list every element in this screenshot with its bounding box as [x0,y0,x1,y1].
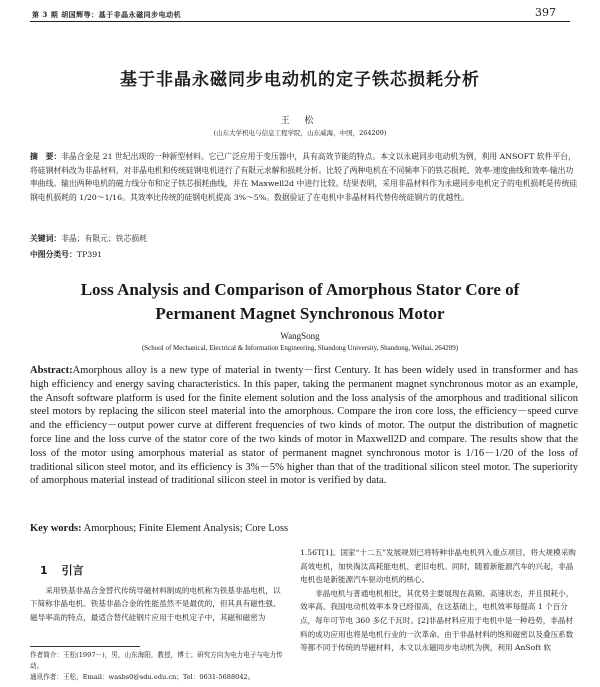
english-abstract [30,364,578,488]
chinese-keywords [30,233,578,244]
footnote-contact: 通讯作者：王松，Email：wasbs0@sdu.edu.cn；Tel：0631-5688042。 [30,673,255,681]
chinese-keywords-label: 关键词： [30,234,62,243]
section-number: 1 [40,564,48,577]
english-author: WangSong [280,331,320,341]
english-title [0,278,600,326]
body-left-column [30,558,288,624]
body-paragraph: 采用铁基非晶合金替代传统导磁材料制成的电机称为铁基非晶电机，以下简称非晶电机。铁基非晶合金的性能虽然不是最优的，但其具有磁性强、磁导率高的特点，最适合替代硅钢片应用于电机定子中，其磁和磁密为 [30,585,281,622]
classification-number [30,249,578,260]
english-keywords-text: Amorphous; Finite Element Analysis; Core Loss [83,523,289,534]
english-affiliation: (School of Mechanical, Electrical & Information Engineering, Shandong University, Shandong, Weihai, 264209) [141,344,459,352]
english-abstract-label: Abstract: [30,365,73,376]
chinese-abstract-label: 摘 要： [30,152,62,161]
body-right-column [300,546,576,655]
chinese-keywords-text: 非晶；有限元；铁芯损耗 [61,234,147,243]
chinese-affiliation: (山东大学机电与信息工程学院，山东威海，中国，264209) [213,129,387,137]
section-title: 引言 [61,564,84,577]
running-header-left: 第 3 期 胡国辉等：基于非晶永磁同步电动机 [32,10,182,19]
chinese-abstract [30,150,578,204]
footnote-author-bio: 作者简介：王松(1997－)，男，山东海阳，教授，博士；研究方向为电力电子与电力传动。 [30,651,283,670]
body-paragraph: 非晶电机与普通电机相比，其优势主要展现在高频、高速状态，并且损耗小，效率高。我国电动机效率本身已经很高，在这基础上，电机效率每提高 1 个百分点，每年可节电 360 多亿千瓦时。[2]非晶材料应用于电机中是一种趋势，非晶材料的成功应用也将是电机行业的一次革命。由于非晶材料的饱和磁密以及叠压系数等都不同于传统的导磁材料，本文以永磁同步电动机为例，利用 AnSoft 软 [300,588,574,653]
english-title-line1: Loss Analysis and Comparison of Amorphous Stator Core of [80,280,520,299]
english-keywords-label: Key words: [30,523,82,534]
classification-text: TP391 [76,250,103,259]
classification-label: 中图分类号： [30,250,77,259]
english-keywords [30,523,578,534]
chinese-title: 基于非晶永磁同步电动机的定子铁芯损耗分析 [120,70,480,90]
running-header [30,6,570,22]
page-number: 397 [535,6,556,19]
chinese-author: 王 松 [280,116,320,126]
english-title-line2: Permanent Magnet Synchronous Motor [155,304,445,323]
header-rule [30,21,570,22]
section-heading [40,564,288,578]
footnote-rule [30,646,140,647]
english-abstract-text: Amorphous alloy is a new type of material in twenty－first Century. It has been widely used in transformer and has high efficiency and energy saving characteristics. In this paper, taking the permanent magnet synchronous motor as an example, the Ansoft software platform is used for the finite element solution and the loss analysis of the amorphous and traditional silicon steel motors by replacing the silicon steel material into the amorphous. Compare the iron core loss, the efficiency－speed curve and the efficiency－output power curve at different frequencies of two kinds of motor. The output the distribution of magnetic force line and the loss curve of the stator core of the two kinds of motor in Maxwell2D and compare. The results show that the loss of the motor using amorphous material as stator of permanent magnet synchronous motor is 1/16－1/20 of the loss of traditional silicon steel motor, and its efficiency is 3%－5% higher than that of the traditional silicon steel motor. The superiority of amorphous material instead of traditional silicon steel in motor is verified by data. [30,365,578,487]
body-paragraph: 1.56T[1]。国家“十二五”发展规划已将特种非晶电机列入重点项目，将大规模采购高效电机，加快淘汰高耗能电机、老旧电机。同时，随着新能源汽车的兴起，非晶电机也是新能源汽车驱动电机的核心。 [300,548,576,585]
footnotes [30,650,288,683]
chinese-abstract-text: 非晶合金是 21 世纪出现的一种新型材料。它已广泛应用于变压器中，具有高效节能的特点。本文以永磁同步电动机为例，利用 ANSOFT 软件平台，将硅钢材料改为非晶材料，对非晶电机和传统硅钢电机进行了有限元求解和损耗分析。比较了两种电机在不同频率下的铁芯损耗、效率-速度曲线和效率-输出功率曲线。输出两种电机的磁力线分布和定子铁芯损耗曲线，并在 Maxwell2d 中进行比较。结果表明，采用非晶材料作为永磁同步电机定子的电机损耗是传统硅钢电机损耗的 1/20～1/16。其效率比传统的硅钢电机提高 3%～5%。数据验证了在电机中非晶材料代替传统硅钢片的优越性。 [30,152,578,202]
